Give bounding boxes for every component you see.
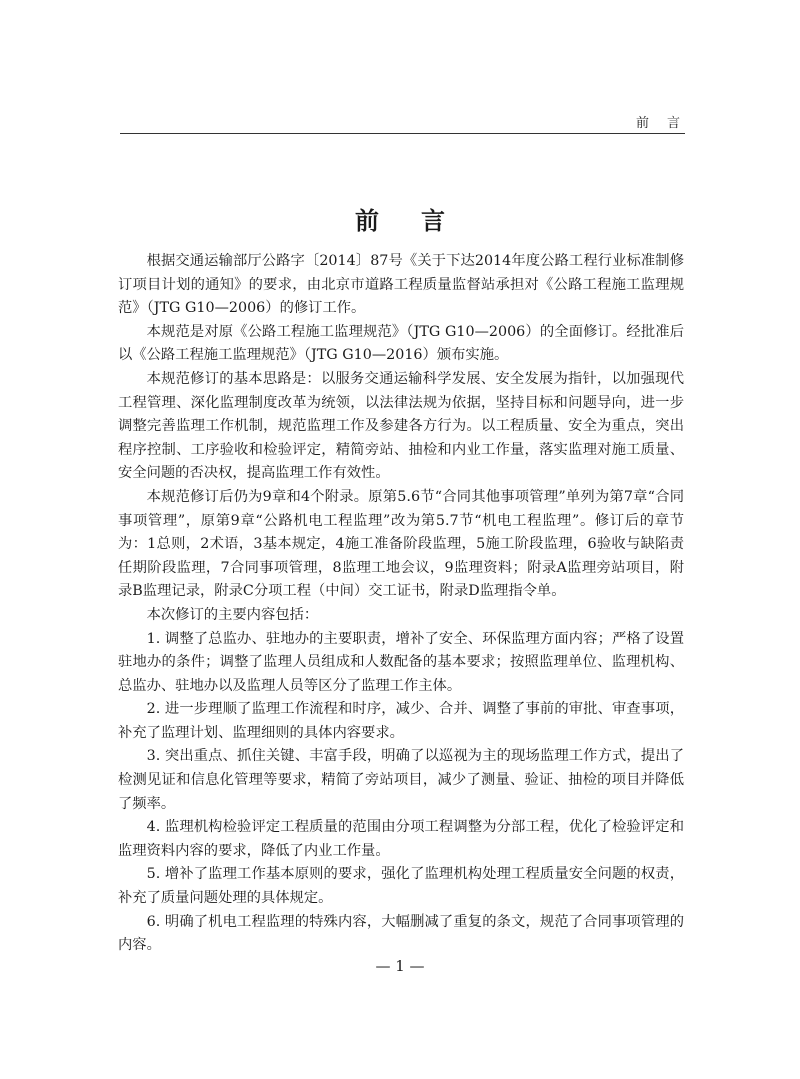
paragraph: 3. 突出重点、抓住关键、丰富手段，明确了以巡视为主的现场监理工作方式，提出了检测见证和信息化管理等要求，精简了旁站项目，减少了测量、验证、抽检的项目并降低了频率。 bbox=[118, 748, 684, 812]
paragraph: 本规范修订后仍为9章和4个附录。原第5.6节“合同其他事项管理”单列为第7章“合同事项管理”，原第9章“公路机电工程监理”改为第5.7节“机电工程监理”。修订后的章节为：1总则，2术语，3基本规定，4施工准备阶段监理，5施工阶段监理，6验收与缺陷责任期阶段监理，7合同事项管理，8监理工地会议，9监理资料；附录A监理旁站项目，附录B监理记录，附录C分项工程（中间）交工证书，附录D监理指令单。 bbox=[118, 488, 684, 600]
header-rule bbox=[120, 133, 685, 134]
running-header: 前言 bbox=[635, 116, 698, 131]
paragraph: 本规范是对原《公路工程施工监理规范》（JTG G10—2006）的全面修订。经批准后以《公路工程施工监理规范》（JTG G10—2016）颁布实施。 bbox=[118, 323, 684, 364]
paragraph: 2. 进一步理顺了监理工作流程和时序，减少、合并、调整了事前的审批、审查事项，补充了监理计划、监理细则的具体内容要求。 bbox=[118, 701, 684, 741]
paragraph: 1. 调整了总监办、驻地办的主要职责，增补了安全、环保监理方面内容；严格了设置驻地办的条件；调整了监理人员组成和人数配备的基本要求；按照监理单位、监理机构、总监办、驻地办以及监理人员等区分了监理工作主体。 bbox=[118, 630, 684, 694]
body-text bbox=[118, 250, 684, 958]
paragraph: 根据交通运输部厅公路字〔2014〕87号《关于下达2014年度公路工程行业标准制修订项目计划的通知》的要求，由北京市道路工程质量监督站承担对《公路工程施工监理规范》（JTG G10—2006）的修订工作。 bbox=[118, 253, 684, 317]
paragraph: 本次修订的主要内容包括： bbox=[146, 606, 319, 623]
paragraph: 本规范修订的基本思路是：以服务交通运输科学发展、安全发展为指针，以加强现代工程管理、深化监理制度改革为统领，以法律法规为依据，坚持目标和问题导向，进一步调整完善监理工作机制，规范监理工作及参建各方行为。以工程质量、安全为重点，突出程序控制、工序验收和检验评定，精简旁站、抽检和内业工作量，落实监理对施工质量、安全问题的否决权，提高监理工作有效性。 bbox=[118, 370, 684, 482]
paragraph: 4. 监理机构检验评定工程质量的范围由分项工程调整为分部工程，优化了检验评定和监理资料内容的要求，降低了内业工作量。 bbox=[118, 819, 684, 859]
paragraph: 5. 增补了监理工作基本原则的要求，强化了监理机构处理工程质量安全问题的权责，补充了质量问题处理的具体规定。 bbox=[118, 866, 684, 907]
paragraph: 6. 明确了机电工程监理的特殊内容，大幅删减了重复的条文，规范了合同事项管理的内容。 bbox=[118, 913, 684, 954]
page-title: 前言 bbox=[355, 206, 487, 235]
page-number: — 1 — bbox=[375, 957, 425, 975]
